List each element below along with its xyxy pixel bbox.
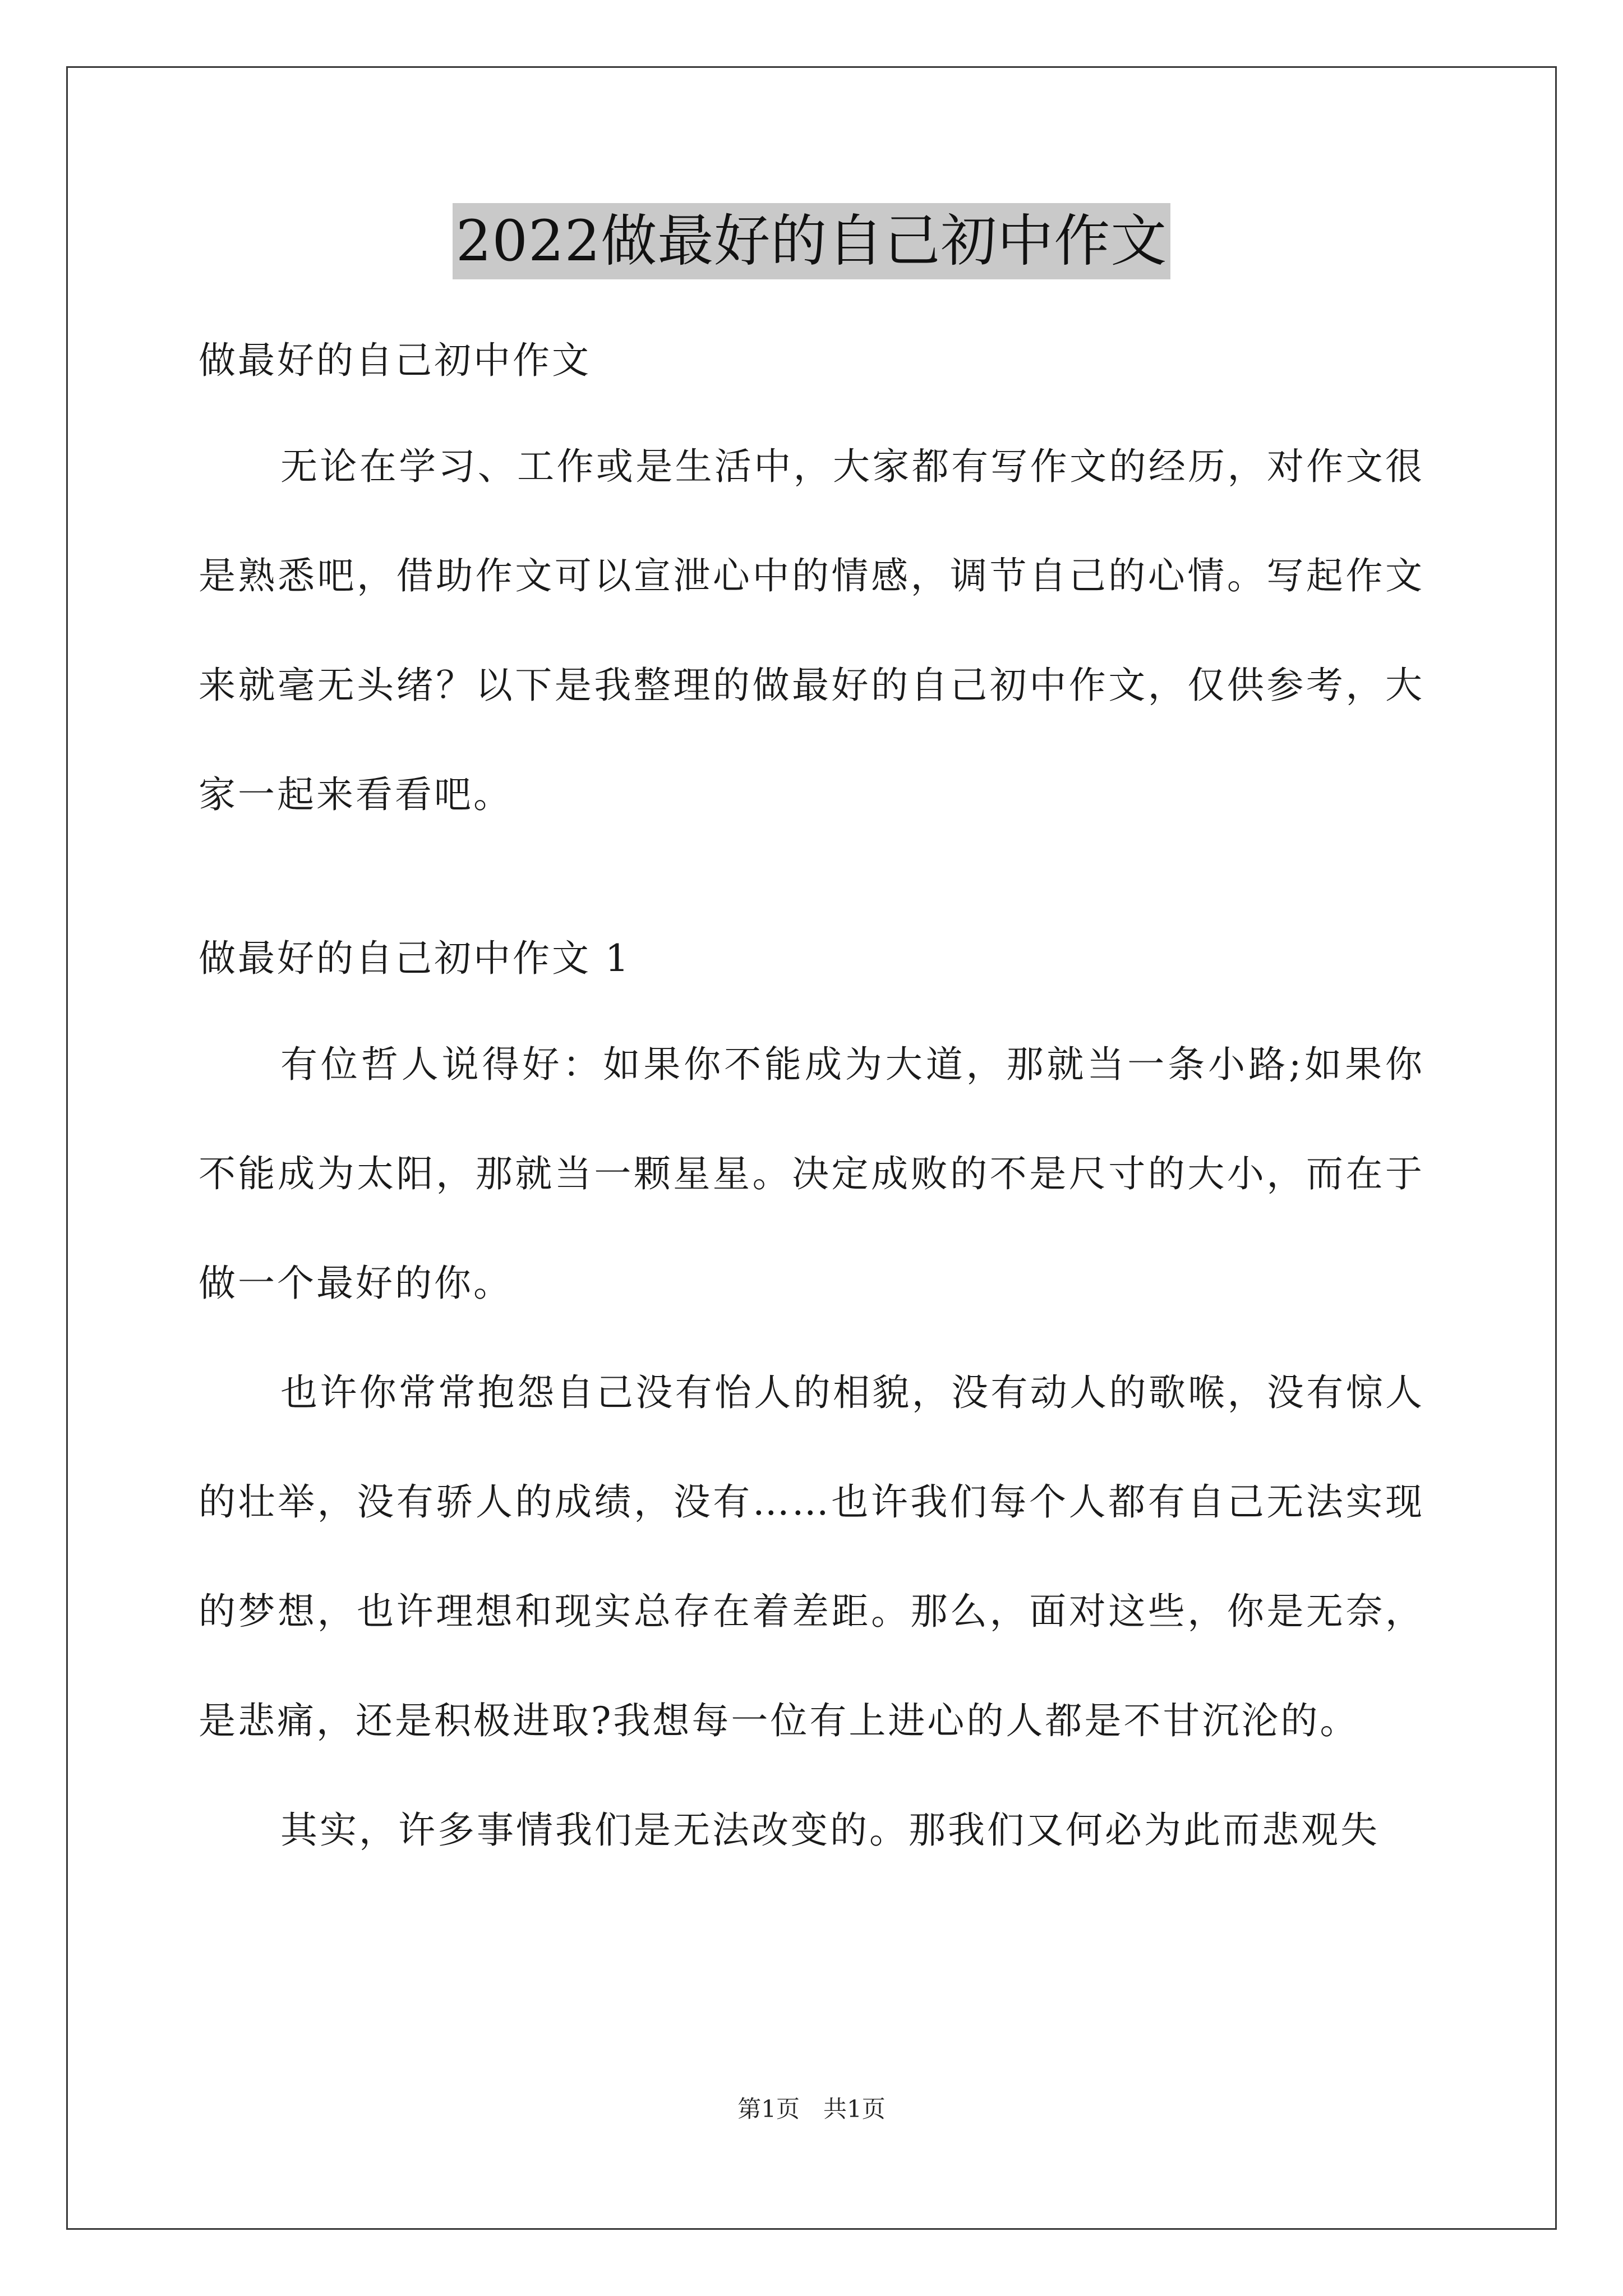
document-body: [199, 303, 1424, 1885]
paragraph-intro: 无论在学习、工作或是生活中，大家都有写作文的经历，对作文很是熟悉吧，借助作文可以宣泄心中的情感，调节自己的心情。写起作文来就毫无头绪？以下是我整理的做最好的自己初中作文，仅供参考，大家一起来看看吧。: [199, 445, 1424, 816]
paragraph-essay-1-2: 也许你常常抱怨自己没有怡人的相貌，没有动人的歌喉，没有惊人的壮举，没有骄人的成绩，没有……也许我们每个人都有自己无法实现的梦想，也许理想和现实总存在着差距。那么，面对这些，你是无奈，是悲痛，还是积极进取?我想每一位有上进心的人都是不甘沉沦的。: [199, 1371, 1424, 1742]
title-container: [0, 203, 1623, 279]
paragraph-essay-1-3: 其实，许多事情我们是无法改变的。那我们又何必为此而悲观失: [280, 1809, 1380, 1852]
paragraph-essay-1-1: 有位哲人说得好：如果你不能成为大道，那就当一条小路;如果你不能成为太阳，那就当一颗星星。决定成败的不是尺寸的大小，而在于做一个最好的你。: [199, 1043, 1424, 1305]
page-footer: 第1页 共1页: [737, 2095, 886, 2123]
section-heading-essay-1: 做最好的自己初中作文 1: [199, 937, 631, 980]
section-heading-intro: 做最好的自己初中作文: [199, 339, 591, 382]
document-title: 2022做最好的自己初中作文: [453, 203, 1171, 279]
